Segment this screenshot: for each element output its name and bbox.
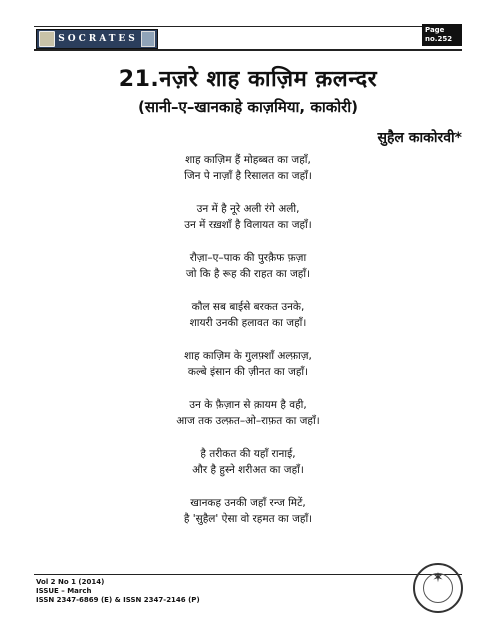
poem-line: शायरी उनकी हलावत का जहाँ।	[189, 317, 307, 329]
footer-rule	[34, 574, 462, 575]
poem-line: कौल सब बाईसे बरकत उनके,	[191, 301, 305, 313]
journal-seal-icon	[413, 563, 463, 613]
poem-line: जो कि है रूह की राहत का जहाँ।	[185, 268, 311, 280]
article-subtitle: (सानी–ए–खानकाहे काज़मिया, काकोरी)	[137, 98, 359, 116]
footer-issue: ISSUE – March	[36, 587, 92, 595]
seal-star-icon: ✶	[432, 570, 444, 586]
page-label: Page	[425, 26, 445, 34]
poem-line: आज तक उल्फ़त–ओ–राफ़त का जहाँ।	[176, 415, 320, 427]
poem-line: शाह काज़िम के गुलफ़्शाँ अल्फ़ाज़,	[184, 350, 312, 362]
poem-line: और है हुस्ने शरीअत का जहाँ।	[192, 464, 304, 476]
article-author: सुहैल काकोरवी*	[377, 130, 462, 146]
poem-line: उन के फ़ैज़ान से क़ायम है वही,	[189, 399, 307, 411]
stanza	[0, 446, 496, 478]
stanza	[0, 152, 496, 184]
poem-line: जिन पे नाज़ाँ है रिसालत का जहाँ।	[184, 170, 312, 182]
footer-volume: Vol 2 No 1 (2014)	[36, 578, 105, 586]
header-bottom-rule	[34, 49, 462, 51]
poem-body	[0, 152, 496, 544]
stanza	[0, 250, 496, 282]
poem-line: कल्बे इंसान की ज़ीनत का जहाँ।	[187, 366, 309, 378]
stanza	[0, 299, 496, 331]
logo-portrait-icon	[141, 31, 155, 47]
logo-text: SOCRATES	[58, 34, 138, 44]
stanza	[0, 201, 496, 233]
header-top-rule	[34, 26, 462, 27]
journal-logo	[36, 29, 158, 49]
page-badge	[422, 24, 462, 46]
poem-line: खानकह उनकी जहाँ रन्ज मिटें,	[190, 497, 306, 509]
page-number: no.252	[425, 35, 453, 43]
article-title: 21.नज़रे शाह काज़िम क़लन्दर	[118, 67, 378, 92]
stanza	[0, 495, 496, 527]
logo-emblem-icon	[39, 31, 55, 47]
poem-line: है तरीकत की यहाँ रानाई,	[200, 448, 296, 460]
poem-line: शाह काज़िम हैं मोहब्बत का जहाँ,	[185, 154, 311, 166]
footer-info	[36, 578, 200, 605]
stanza	[0, 397, 496, 429]
poem-line: उन में रख़शाँ है विलायत का जहाँ।	[184, 219, 312, 231]
stanza	[0, 348, 496, 380]
footer-issn: ISSN 2347-6869 (E) & ISSN 2347-2146 (P)	[36, 596, 200, 604]
poem-line: है 'सुहैल' ऐसा वो रहमत का जहाँ।	[183, 513, 313, 525]
poem-line: उन में है नूरे अली रंगे अली,	[196, 203, 300, 215]
poem-line: रौज़ा–ए–पाक की पुरक़ैफ फ़ज़ा	[189, 252, 307, 264]
